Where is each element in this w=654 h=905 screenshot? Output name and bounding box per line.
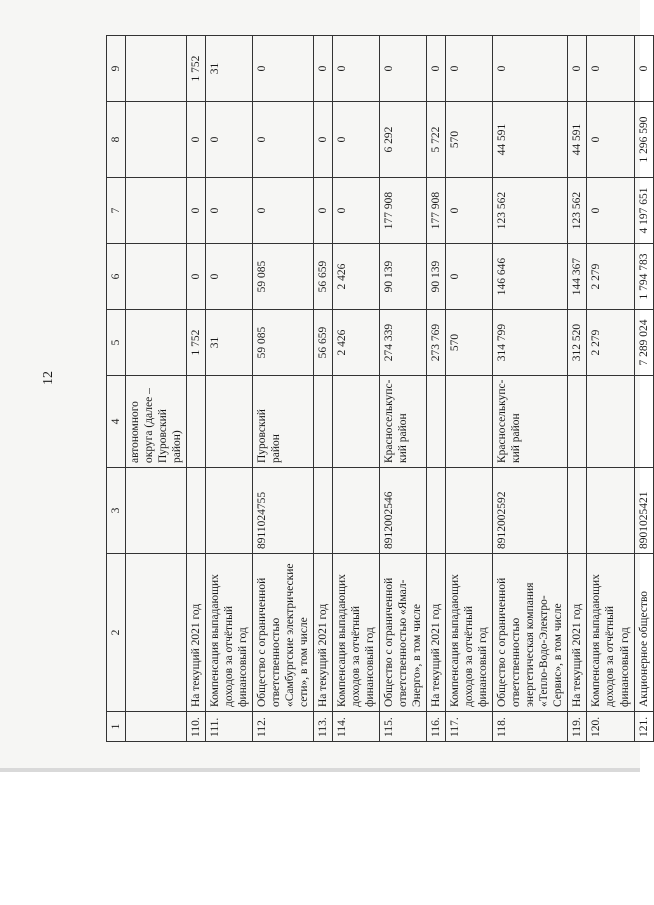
table-cell: 0 [446,178,493,244]
table-cell: Компенсация выпадающих доходов за отчётный финансовый год [333,554,380,712]
table-cell: 123 562 [568,178,587,244]
column-header: 2 [107,554,126,712]
table-cell: 570 [446,310,493,376]
column-header: 9 [107,36,126,102]
table-row [126,36,187,742]
table-cell: 123 562 [493,178,568,244]
table-cell: 0 [253,102,314,178]
table-cell: 113. [314,712,333,742]
table-cell [126,468,187,554]
table-cell: 0 [253,36,314,102]
table-cell: Акционерное общество [634,554,653,712]
table-cell: Красноселькупс-кий район [493,376,568,468]
page-edge-shadow [0,768,640,772]
table-cell [427,376,446,468]
table-cell [187,468,206,554]
table-cell [333,468,380,554]
table-cell: 0 [187,178,206,244]
table-cell: 274 339 [380,310,427,376]
table-cell: 90 139 [427,244,446,310]
table-cell: Общество с ограниченной ответственностью «Ямал-Энерго», в том числе [380,554,427,712]
table-cell: 146 646 [493,244,568,310]
table-cell: 115. [380,712,427,742]
table-cell: 44 591 [568,102,587,178]
table-cell: Красноселькупс-кий район [380,376,427,468]
table-cell: 0 [587,36,634,102]
table-cell: 1 296 590 [634,102,653,178]
table-cell: 8912002592 [493,468,568,554]
table-cell [187,376,206,468]
table-cell: 111. [206,712,253,742]
table-cell [126,102,187,178]
table-cell: Пуровский район [253,376,314,468]
table-cell [634,376,653,468]
table-cell: 59 085 [253,244,314,310]
table-cell: 117. [446,712,493,742]
table-cell: 570 [446,102,493,178]
table-cell [126,310,187,376]
table-cell: 0 [333,178,380,244]
column-header: 8 [107,102,126,178]
table-row [634,36,653,742]
table-cell: 6 292 [380,102,427,178]
column-header: 4 [107,376,126,468]
table-cell: 0 [446,36,493,102]
table-cell: 0 [427,36,446,102]
table-cell: 0 [587,178,634,244]
column-header: 1 [107,712,126,742]
table-cell: 0 [314,36,333,102]
table-cell [587,376,634,468]
table-row [206,36,253,742]
table-cell: Общество с ограниченной ответственностью энергетическая компания «Тепло-Водо-Электро-Сервис», в том числе [493,554,568,712]
table-cell: 118. [493,712,568,742]
table-cell: 0 [568,36,587,102]
table-cell [427,468,446,554]
table-cell [446,376,493,468]
table-cell: 1 752 [187,36,206,102]
table-cell: 0 [314,102,333,178]
table-cell: Общество с ограниченной ответственностью «Самбургские электрические сети», в том числе [253,554,314,712]
table-cell: 177 908 [427,178,446,244]
table-cell: 114. [333,712,380,742]
table-cell: 0 [634,36,653,102]
table-row [568,36,587,742]
table-cell: 0 [253,178,314,244]
table-cell: 59 085 [253,310,314,376]
column-header: 7 [107,178,126,244]
table-cell: автономного округа (далее – Пуровский район) [126,376,187,468]
table-cell: 0 [187,244,206,310]
data-table [106,35,654,742]
table-cell: 0 [380,36,427,102]
header-row [107,36,126,742]
table-cell [126,554,187,712]
table-row [446,36,493,742]
table-cell: 8912002546 [380,468,427,554]
table-cell: Компенсация выпадающих доходов за отчётный финансовый год [587,554,634,712]
table-cell: 110. [187,712,206,742]
table-cell: 56 659 [314,310,333,376]
table-cell: 0 [493,36,568,102]
table-cell: 120. [587,712,634,742]
table-cell [126,712,187,742]
rotated-table-container [106,36,650,742]
table-cell: 0 [314,178,333,244]
table-cell: 177 908 [380,178,427,244]
column-header: 3 [107,468,126,554]
table-row [333,36,380,742]
table-row [253,36,314,742]
table-cell: 8911024755 [253,468,314,554]
table-cell [568,376,587,468]
table-cell: 0 [333,36,380,102]
table-cell: 5 722 [427,102,446,178]
table-cell [126,178,187,244]
table-cell: 1 752 [187,310,206,376]
table-row [314,36,333,742]
table-cell: 90 139 [380,244,427,310]
table-row [187,36,206,742]
table-cell: 0 [446,244,493,310]
table-cell [333,376,380,468]
table-cell: Компенсация выпадающих доходов за отчётный финансовый год [206,554,253,712]
table-cell [126,244,187,310]
table-cell: На текущий 2021 год [314,554,333,712]
table-cell: 4 197 651 [634,178,653,244]
table-cell: На текущий 2021 год [427,554,446,712]
table-cell: 0 [587,102,634,178]
table-row [380,36,427,742]
table-cell [314,468,333,554]
table-cell: 31 [206,36,253,102]
table-cell: На текущий 2021 год [568,554,587,712]
table-cell: На текущий 2021 год [187,554,206,712]
table-cell: 144 367 [568,244,587,310]
table-cell: 112. [253,712,314,742]
table-cell: 121. [634,712,653,742]
table-row [493,36,568,742]
column-header: 6 [107,244,126,310]
table-cell: 0 [206,102,253,178]
table-cell: 44 591 [493,102,568,178]
table-cell: 0 [333,102,380,178]
table-cell [587,468,634,554]
table-cell: 0 [187,102,206,178]
table-cell [206,376,253,468]
table-cell [126,36,187,102]
table-cell: 119. [568,712,587,742]
table-cell: 8901025421 [634,468,653,554]
table-cell: 31 [206,310,253,376]
table-cell: 56 659 [314,244,333,310]
table-cell: 2 279 [587,310,634,376]
table-cell: 273 769 [427,310,446,376]
table-cell: 0 [206,244,253,310]
table-cell [314,376,333,468]
table-row [427,36,446,742]
table-cell: 2 279 [587,244,634,310]
table-cell: 1 794 783 [634,244,653,310]
table-cell [446,468,493,554]
column-header: 5 [107,310,126,376]
table-cell [568,468,587,554]
table-row [587,36,634,742]
table-cell: 7 289 024 [634,310,653,376]
table-cell [206,468,253,554]
table-cell: 116. [427,712,446,742]
table-cell: 2 426 [333,244,380,310]
table-cell: 314 799 [493,310,568,376]
table-cell: 312 520 [568,310,587,376]
table-cell: 0 [206,178,253,244]
table-cell: 2 426 [333,310,380,376]
table-cell: Компенсация выпадающих доходов за отчётный финансовый год [446,554,493,712]
